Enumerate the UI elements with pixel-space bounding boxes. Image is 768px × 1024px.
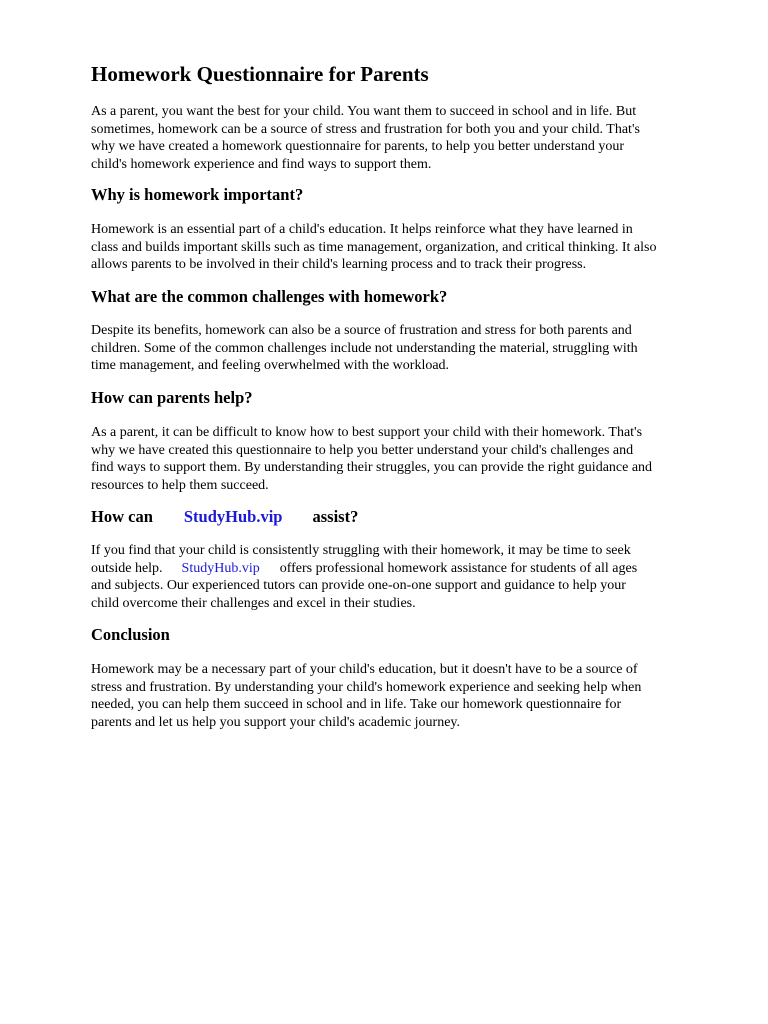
studyhub-inline-link[interactable]: StudyHub.vip xyxy=(181,560,260,576)
parents-paragraph xyxy=(91,424,652,494)
studyhub-line-text: outside help. xyxy=(91,560,163,576)
conclusion-line: needed, you can help them succeed in school and in life. Take our homework questionnaire for xyxy=(91,697,622,712)
conclusion-line: parents and let us help you support your child's academic journey. xyxy=(91,714,461,730)
studyhub-line xyxy=(91,560,637,578)
challenges-line: time management, and feeling overwhelmed with the workload. xyxy=(91,358,450,373)
studyhub-paragraph xyxy=(91,542,637,612)
intro-paragraph xyxy=(91,103,640,173)
importance-paragraph xyxy=(91,221,656,274)
challenges-paragraph xyxy=(91,322,638,375)
studyhub-line: child overcome their challenges and excel in their studies. xyxy=(91,595,416,611)
heading-text: How can xyxy=(91,507,153,526)
parents-line: resources to help them succeed. xyxy=(91,477,269,493)
heading-common-challenges: What are the common challenges with homework? xyxy=(91,287,448,306)
intro-line: As a parent, you want the best for your child. You want them to succeed in school and in life. But xyxy=(91,104,637,119)
heading-why-important: Why is homework important? xyxy=(91,185,304,204)
page-title: Homework Questionnaire for Parents xyxy=(91,62,429,86)
studyhub-line: and subjects. Our experienced tutors can provide one-on-one support and guidance to help your xyxy=(91,578,626,593)
conclusion-line: Homework may be a necessary part of your child's education, but it doesn't have to be a source of xyxy=(91,662,638,677)
studyhub-line: If you find that your child is consistently struggling with their homework, it may be time to seek xyxy=(91,543,631,558)
importance-line: class and builds important skills such as time management, organization, and critical thinking. It also xyxy=(91,239,657,255)
intro-line: sometimes, homework can be a source of stress and frustration for both you and your child. That's xyxy=(91,121,640,137)
heading-text: assist? xyxy=(312,507,359,526)
heading-conclusion: Conclusion xyxy=(91,625,170,644)
conclusion-line: stress and frustration. By understanding your child's homework experience and seeking help when xyxy=(91,679,642,695)
heading-how-parents-help: How can parents help? xyxy=(91,388,253,407)
parents-line: why we have created this questionnaire to help you better understand your child's challenges and xyxy=(91,442,634,458)
intro-line: child's homework experience and find ways to support them. xyxy=(91,156,432,172)
heading-how-studyhub-assist xyxy=(91,506,358,528)
importance-line: allows parents to be involved in their child's learning process and to track their progress. xyxy=(91,257,587,272)
challenges-line: Despite its benefits, homework can also be a source of frustration and stress for both parents and xyxy=(91,323,632,338)
parents-line: find ways to support them. By understanding their struggles, you can provide the right guidance and xyxy=(91,460,653,475)
parents-line: As a parent, it can be difficult to know how to best support your child with their homework. That's xyxy=(91,425,643,440)
intro-line: why we have created a homework questionnaire for parents, to help you better understand your xyxy=(91,139,624,154)
studyhub-line-text: offers professional homework assistance for students of all ages xyxy=(279,560,638,576)
importance-line: Homework is an essential part of a child's education. It helps reinforce what they have learned in xyxy=(91,222,633,237)
challenges-line: children. Some of the common challenges include not understanding the material, struggling with xyxy=(91,340,638,356)
studyhub-heading-link[interactable]: StudyHub.vip xyxy=(183,507,283,526)
conclusion-paragraph xyxy=(91,661,641,731)
